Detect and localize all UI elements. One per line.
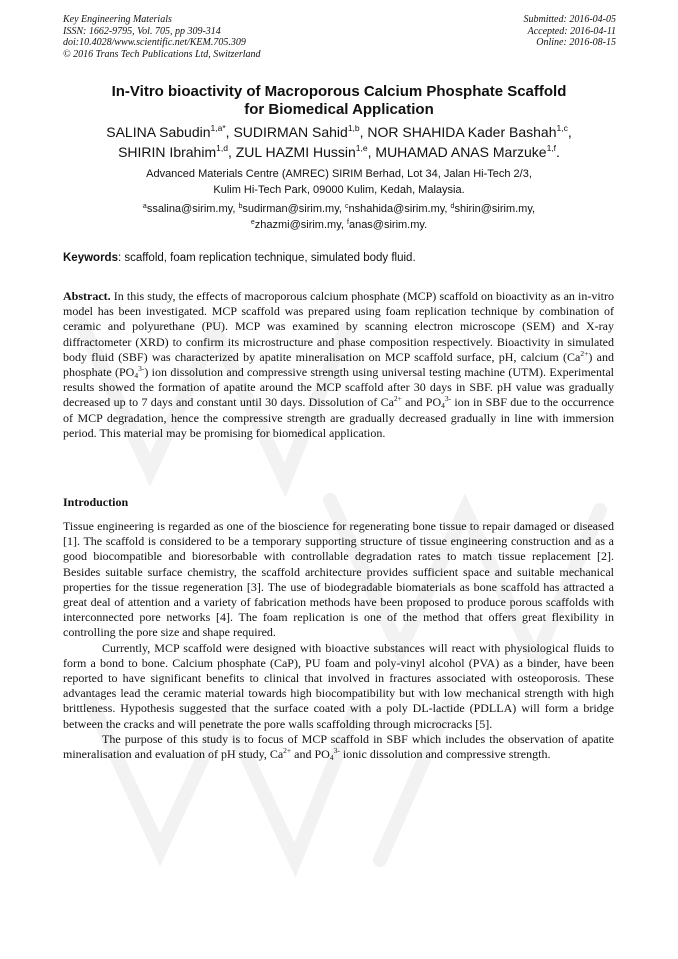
email-link[interactable]: zhazmi@sirim.my,	[254, 219, 347, 231]
author-line-2	[40, 142, 638, 162]
paragraph-text: The purpose of this study is to focus of MCP scaffold in SBF which includes the observation of apatite mineralisation and evaluation of pH study, Ca	[63, 731, 614, 762]
author-affil-mark: 1,d	[216, 143, 228, 153]
paragraph: Currently, MCP scaffold were designed with bioactive substances will react with physiological fluids to form a bond to bone. Calcium phosphate (CaP), PU foam and poly-vinyl alcohol (PVA) as a binder, have been reported to have significant benefits to clinical that involved in fractures associated with osteoporosis. These advantages lead the ceramic material towards high biocompatibility but with low mechanical strength with high brittleness. Hypothesis suggested that the surface coated with a poly DL-lactide (PDLLA) will form a bridge between the cracks and will penetrate the pore walls scaffolding through microcracks [5].	[63, 640, 614, 731]
author-separator: ,	[227, 144, 236, 160]
email-mark: b	[238, 203, 243, 210]
charge-superscript: 2+	[580, 348, 589, 358]
paper-title	[50, 83, 628, 119]
author-separator: .	[556, 144, 560, 160]
email-link[interactable]: anas@sirim.my.	[348, 219, 428, 231]
journal-issn: ISSN: 1662-9795, Vol. 705, pp 309-314	[63, 25, 221, 37]
author-affil-mark: 1,e	[355, 143, 368, 153]
title-line-1: In-Vitro bioactivity of Macroporous Calcium Phosphate Scaffold	[111, 83, 567, 100]
introduction-body	[63, 519, 614, 762]
formula-subscript: 4	[441, 401, 445, 411]
email-mark: c	[345, 203, 349, 210]
formula-subscript: 4	[134, 371, 139, 381]
paragraph-text: ionic dissolution and compressive strength.	[339, 747, 551, 762]
author-name: SHIRIN Ibrahim	[118, 144, 217, 160]
email-link[interactable]: shirin@sirim.my,	[454, 203, 536, 215]
journal-info	[63, 14, 261, 60]
abstract-text: In this study, the effects of macroporous calcium phosphate (MCP) scaffold on bioactivity as an in-vitro model has been investigated. MCP scaffold was prepared using foam replication technique by combination of ceramic and polyurethane (PU). MCP was examined by scanning electron microscope (SEM) and X-ray diffractometer (XRD) to confirm its microstructure and phase composition respectively. Bioactivity in simulated body fluid (SBF) was characterized by apatite mineralisation on MCP scaffold surface, pH, calcium (Ca	[63, 289, 614, 364]
charge-superscript: 3-	[333, 746, 340, 756]
abstract	[63, 289, 614, 441]
author-affil-mark: 1,b	[347, 123, 360, 133]
submission-dates	[524, 14, 617, 49]
author-separator: ,	[567, 124, 572, 140]
keywords-label: Keywords	[63, 252, 118, 264]
charge-superscript: 3-	[444, 394, 452, 404]
journal-copyright: © 2016 Trans Tech Publications Ltd, Switzerland	[63, 48, 261, 60]
abstract-text: ) ion dissolution and compressive strength using universal testing machine (UTM). Experimental results showed the formation of apatite around the MCP scaffold after 30 days in SBF. pH value was gradually decreased up to 7 days and constant until 30 days. Dissolution of Ca	[63, 365, 614, 410]
formula-subscript: 4	[329, 753, 334, 763]
journal-doi: doi:10.4028/www.scientific.net/KEM.705.309	[63, 37, 246, 48]
author-emails	[60, 201, 618, 233]
email-line-2	[60, 217, 618, 233]
email-line-1	[60, 201, 618, 217]
author-separator: ,	[359, 124, 368, 140]
author-list	[40, 122, 638, 162]
author-name: NOR SHAHIDA Kader Bashah	[367, 124, 557, 140]
author-line-1	[40, 122, 638, 142]
author-affil-mark: 1,a*	[210, 123, 226, 133]
online-date: Online: 2016-08-15	[536, 37, 616, 48]
accepted-date: Accepted: 2016-04-11	[527, 25, 616, 37]
section-heading-introduction: Introduction	[63, 495, 129, 509]
author-name: ZUL HAZMI Hussin	[235, 144, 356, 160]
author-name: SALINA Sabudin	[106, 124, 211, 140]
charge-superscript: 2+	[283, 746, 292, 756]
affiliation-line-2: Kulim Hi-Tech Park, 09000 Kulim, Kedah, Malaysia.	[213, 184, 465, 196]
email-mark: a	[142, 203, 147, 210]
affiliation-line-1: Advanced Materials Centre (AMREC) SIRIM Berhad, Lot 34, Jalan Hi-Tech 2/3,	[146, 168, 532, 180]
paragraph-text: and PO	[291, 747, 330, 762]
author-separator: ,	[367, 144, 376, 160]
email-link[interactable]: nshahida@sirim.my,	[348, 203, 451, 215]
email-link[interactable]: sudirman@sirim.my,	[242, 203, 345, 215]
email-link[interactable]: ssalina@sirim.my,	[146, 203, 239, 215]
author-affil-mark: 1,f	[546, 143, 557, 153]
email-mark: d	[450, 203, 455, 210]
author-name: SUDIRMAN Sahid	[233, 124, 348, 140]
charge-superscript: 3-	[138, 364, 145, 374]
journal-name: Key Engineering Materials	[63, 14, 172, 25]
submitted-date: Submitted: 2016-04-05	[523, 14, 616, 25]
keywords	[63, 251, 623, 266]
affiliation	[60, 166, 618, 198]
abstract-text: ) and phosphate (PO	[63, 349, 614, 380]
email-mark: f	[347, 219, 349, 226]
paragraph: Tissue engineering is regarded as one of the bioscience for regenerating bone tissue to repair damaged or diseased [1]. The scaffold is considered to be a temporary supporting structure of tissue engineering construction and as a good biocompatible and bioresorbable with controllable degradation rates to match tissue replacement [2]. Besides suitable surface chemistry, the scaffold architecture provides sufficient space and suitable mechanical properties for the tissue regeneration [3]. The use of biodegradable biomaterials as bone scaffold has attracted a great deal of attention and a variety of fabrication methods have been proposed to produce porous scaffolds with interconnected pore networks [4]. The foam replication is one of the method that offers great flexibility in controlling the pore size and shape required.	[63, 519, 614, 640]
author-affil-mark: 1,c	[556, 123, 568, 133]
keywords-text: : scaffold, foam replication technique, simulated body fluid.	[117, 252, 416, 264]
author-separator: ,	[225, 124, 234, 140]
author-name: MUHAMAD ANAS Marzuke	[375, 144, 547, 160]
charge-superscript: 2+	[393, 394, 402, 404]
title-line-2: for Biomedical Application	[244, 101, 434, 118]
abstract-text: ion in SBF due to the occurrence of MCP degradation, hence the compressive strength are gradually decreased gradually in line with immersion period. This material may be promising for biomedical application.	[63, 395, 614, 440]
abstract-label: Abstract.	[63, 289, 111, 303]
paragraph	[63, 732, 614, 762]
email-mark: e	[250, 219, 255, 226]
abstract-text: and PO	[401, 395, 442, 410]
